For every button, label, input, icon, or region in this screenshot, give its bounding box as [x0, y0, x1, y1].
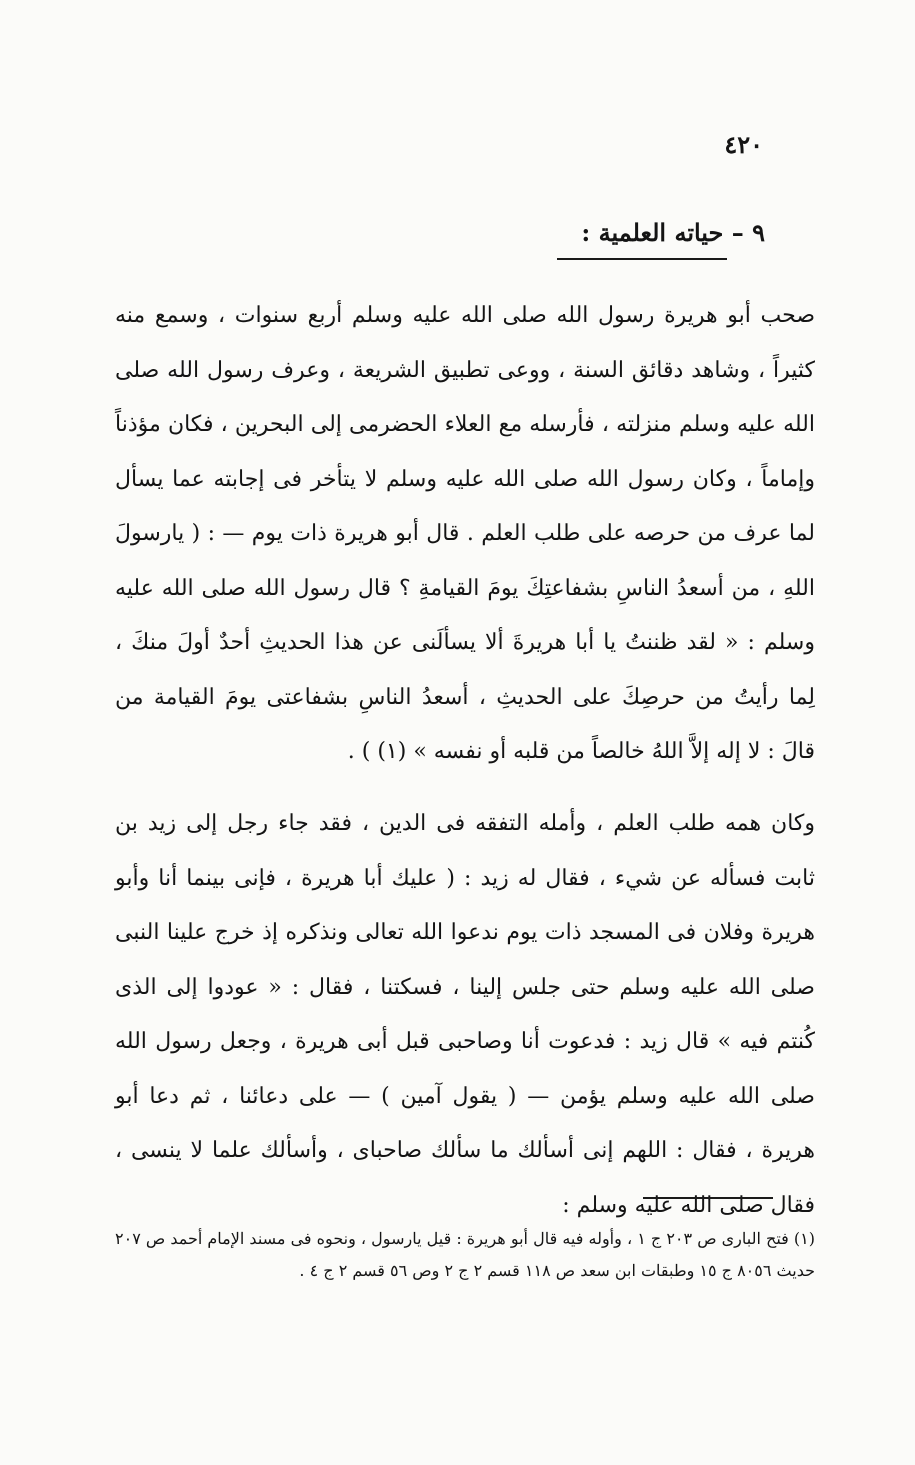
footnote-separator	[643, 1197, 773, 1199]
page-number: ٤٢٠	[724, 130, 763, 159]
body-paragraph-1: صحب أبو هريرة رسول الله صلى الله عليه وسلم أربع سنوات ، وسمع منه كثيراً ، وشاهد دقائق السنة ، ووعى تطبيق الشريعة ، وعرف رسول الله صلى الله عليه وسلم منزلته ، فأرسله مع العلاء الحضرمى إلى البحرين ، فكان مؤذناً وإماماً ، وكان رسول الله صلى الله عليه وسلم لا يتأخر فى إجابته عما يسأل لما عرف من حرصه على طلب العلم . قال أبو هريرة ذات يوم — : ( يارسولَ اللهِ ، من أسعدُ الناسِ بشفاعتِكَ يومَ القيامةِ ؟ قال رسول الله صلى الله عليه وسلم : « لقد ظننتُ يا أبا هريرةَ ألا يسألَنى عن هذا الحديثِ أحدٌ أولَ منكَ ، لِما رأيتُ من حرصِكَ على الحديثِ ، أسعدُ الناسِ بشفاعتى يومَ القيامة من قالَ : لا إله إلاَّ اللهُ خالصاً من قلبه أو نفسه » (١) ) .	[115, 303, 815, 764]
heading-underline	[557, 258, 727, 260]
body-paragraph-2: وكان همه طلب العلم ، وأمله التفقه فى الدين ، فقد جاء رجل إلى زيد بن ثابت فسأله عن شيء ، فقال له زيد : ( عليك أبا هريرة ، فإنى بينما أنا وأبو هريرة وفلان فى المسجد ذات يوم ندعوا الله تعالى ونذكره إذ خرج علينا النبى صلى الله عليه وسلم حتى جلس إلينا ، فسكتنا ، فقال : « عودوا إلى الذى كُنتم فيه » قال زيد : فدعوت أنا وصاحبى قبل أبى هريرة ، وجعل رسول الله صلى الله عليه وسلم يؤمن — ( يقول آمين ) — على دعائنا ، ثم دعا أبو هريرة ، فقال : اللهم إنى أسألك ما سألك صاحباى ، وأسألك علما لا ينسى ، فقال صلى الله عليه وسلم :	[115, 811, 815, 1218]
section-heading: ٩ – حياته العلمية :	[581, 218, 765, 247]
footnote: (١) فتح البارى ص ٢٠٣ ج ١ ، وأوله فيه قال أبو هريرة : قيل يارسول ، ونحوه فى مسند الإمام أحمد ص ٢٠٧ حديث ٨٠٥٦ ج ١٥ وطبقات ابن سعد ص ١١٨ قسم ٢ ج ٢ وص ٥٦ قسم ٢ ج ٤ .	[115, 1229, 816, 1280]
